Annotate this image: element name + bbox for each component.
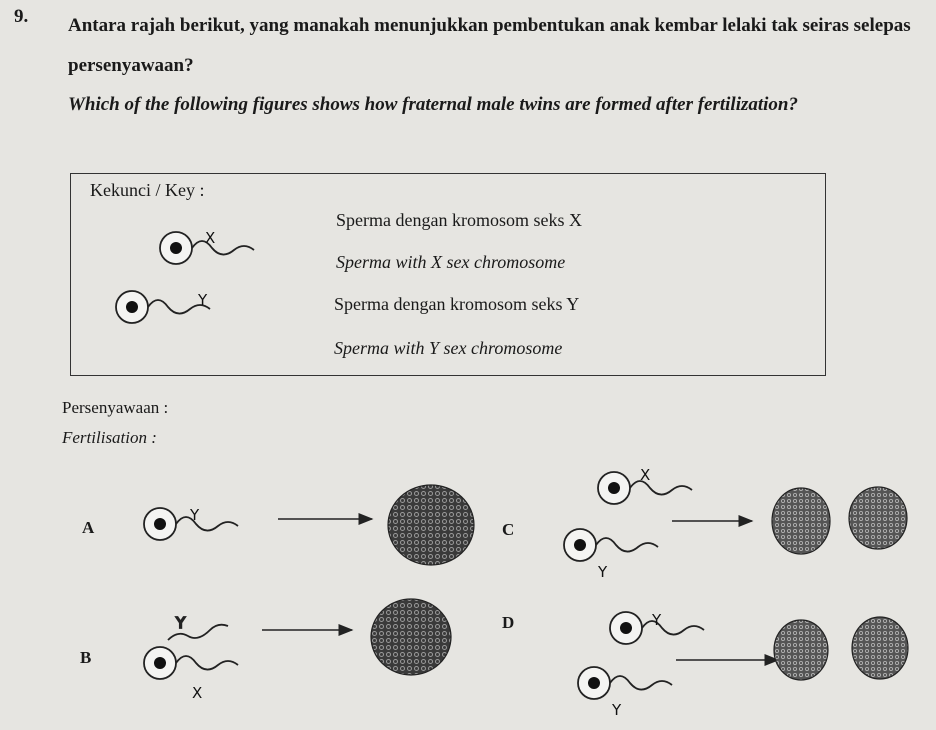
option-c-zygote-2 [849,487,907,549]
option-a-sperm-y-chromosome-label: Y [190,506,200,524]
key-title: Kekunci / Key : [90,180,205,200]
option-c-sperm-x [598,466,692,504]
option-c-sperm-x-chromosome-label: X [640,466,651,484]
option-c-zygote-1 [772,488,830,554]
fertilisation-label-english: Fertilisation : [62,428,157,447]
option-c-sperm-y-tail [596,538,658,552]
option-d-letter[interactable]: D [502,613,515,632]
option-a-letter[interactable]: A [82,518,95,537]
option-d-sperm-y-2-tail [610,676,672,690]
option-a-sperm-y [144,506,238,540]
option-d-zygote-2 [852,617,908,679]
option-b-letter[interactable]: B [80,648,92,667]
key-sperm-x-malay: Sperma dengan kromosom seks X [336,210,582,230]
key-sperm-y-chromosome-label: Y [198,291,208,309]
key-sperm-x [160,229,254,264]
key-sperm-y-malay: Sperma dengan kromosom seks Y [334,294,580,314]
option-d-sperm-y-1 [610,611,704,644]
key-sperm-y-nucleus [126,301,138,313]
option-a-sperm-y-tail [176,517,238,531]
option-d-sperm-y-2 [578,667,672,719]
key-sperm-y-english: Sperma with Y sex chromosome [334,338,563,358]
option-d-sperm-y-1-nucleus [620,622,632,634]
question-text-malay: Antara rajah berikut, yang manakah menunjukkan pembentukan anak kembar lelaki tak seiras selepas persenyawaan? [68,15,911,76]
option-d-sperm-y-1-chromosome-label: Y [652,611,662,629]
option-d-sperm-y-2-chromosome-label: Y [612,701,622,719]
option-b-sperm-y-chromosome-label: Y [176,614,186,632]
key-sperm-x-english: Sperma with X sex chromosome [336,252,566,272]
option-c-sperm-y-nucleus [574,539,586,551]
option-d-sperm-y-2-nucleus [588,677,600,689]
option-d-zygote-1 [774,620,828,680]
option-a-sperm-y-nucleus [154,518,166,530]
question-text-english: Which of the following figures shows how fraternal male twins are formed after fertilization? [68,94,798,115]
option-b-sperm-x [144,647,238,702]
key-sperm-x-chromosome-label: X [205,229,216,247]
fertilisation-label-malay: Persenyawaan : [62,398,169,417]
option-c-sperm-x-nucleus [608,482,620,494]
option-c-sperm-y [564,529,658,581]
option-b-sperm-x-tail [176,656,238,670]
option-a-zygote [388,485,474,565]
option-c-letter[interactable]: C [502,520,515,539]
key-sperm-y [116,291,210,323]
option-b-sperm-x-chromosome-label: X [192,684,203,702]
option-c-sperm-y-chromosome-label: Y [598,563,608,581]
option-b-sperm-x-nucleus [154,657,166,669]
key-sperm-x-nucleus [170,242,182,254]
option-b-zygote [371,599,451,675]
question-number: 9. [14,6,29,27]
key-sperm-x-tail [192,241,254,255]
